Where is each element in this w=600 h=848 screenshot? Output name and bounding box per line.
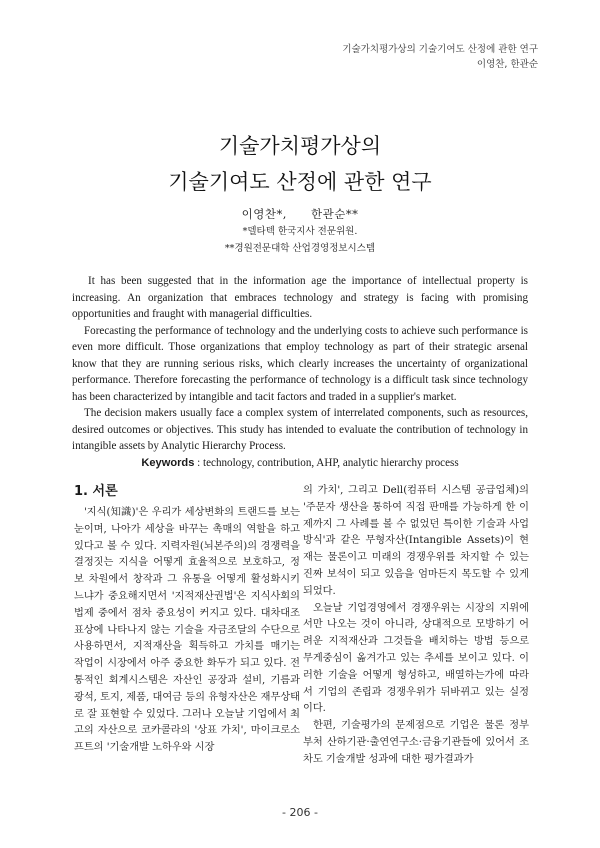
section-heading-introduction: 1. 서론 — [74, 484, 118, 499]
body-column-left — [74, 483, 300, 757]
body-paragraph-continued: 의 가치', 그리고 Dell(컴퓨터 시스템 공급업체)의 '주문자 생산을 통하여 직접 판매를 가능하게 한 이제까지 그 사례를 볼 수 없었던 특이한 기술과 사업 방식'과 같은 무형자산(Intangible Assets)이 현재는 물론이고 미래의 경쟁우위를 차지할 수 있는 진짜 보석이 되고 있음을 엄마든지 목도할 수 있게 되었다. — [303, 485, 529, 597]
keywords-label: Keywords — [141, 456, 195, 469]
abstract — [72, 273, 528, 471]
paper-title — [0, 128, 600, 200]
author-block — [0, 206, 600, 257]
page-number: - 206 - — [282, 806, 318, 819]
keywords — [72, 455, 528, 472]
keywords-text: : technology, contribution, AHP, analytic hierarchy process — [197, 456, 459, 469]
abstract-paragraph-2: Forecasting the performance of technology and the underlying costs to achieve such performance is even more difficult. Those organizations that employ technology as part of their strategic arsenal know that they are running serious risks, which clearly increases the uncertainty of organizational performance. Therefore forecasting the performance of technology is a difficult task since technology has been characterized by intangible and tacit factors and traded in a supplier's market. — [72, 324, 528, 403]
body-paragraph-1: '지식(知識)'은 우리가 세상변화의 트랜드를 보는 눈이며, 나아가 세상을 바꾸는 촉매의 역할을 하고 있다고 볼 수 있다. 지력자원(뇌본주의)의 경쟁력을 결정짓는 지식을 어떻게 효율적으로 보호하고, 정보 차원에서 창작과 그 유통을 어떻게 활성화시키느냐가 중요해지면서 '지적재산권법'은 지식사회의 법제 중에서 점차 중요성이 커지고 있다. 대차대조표상에 나타나지 않는 기술을 자금조달의 수단으로 사용하면서, 지적재산을 획득하고 가치를 매기는 작업이 시장에서 아주 중요한 화두가 되고 있다. 전통적인 회계시스템은 자산인 공장과 설비, 기름과 광석, 토지, 제품, 대여금 등의 유형자산은 재무상태로 잘 표현할 수 있었다. 그러나 오늘날 기업에서 최고의 자산으로 코카콜라의 '상표 가치', 마이크로소프트의 '기술개발 노하우와 시장 — [74, 507, 300, 754]
body-paragraph-2: 오늘날 기업경영에서 경쟁우위는 시장의 지위에서만 나오는 것이 아니라, 상대적으로 모방하기 어려운 지적재산과 그것들을 배치하는 방법 등으로 무게중심이 옮겨가고 있는 추세를 보이고 있다. 이러한 기술을 어떻게 형성하고, 배열하는가에 따라서 기업의 존립과 경쟁우위가 뒤바뀌고 있는 실정이다. — [303, 602, 529, 715]
body-paragraph-3: 한편, 기술평가의 문제점으로 기업은 물론 정부부처 산하기관·출연연구소·금융기관들에 있어서 조차도 기술개발 성과에 대한 평가결과가 — [303, 720, 529, 765]
author-1: 이영찬*, — [241, 207, 287, 221]
running-head-title: 기술가치평가상의 기술기여도 산정에 관한 연구 — [342, 44, 538, 55]
abstract-paragraph-3: The decision makers usually face a complex system of interrelated components, such as resources, desired outcomes or objectives. This study has intended to evaluate the contribution of technology in intangible assets by Analytic Hierarchy Process. — [72, 407, 528, 452]
paper-title-line-1: 기술가치평가상의 — [218, 134, 382, 158]
affiliation-2: **경원전문대학 산업경영정보시스템 — [224, 243, 376, 254]
author-2: 한관순** — [311, 207, 359, 221]
abstract-paragraph-1: It has been suggested that in the information age the importance of intellectual property is increasing. An organization that embraces technology and strategy is facing with promising opportunities and fraught with managerial difficulties. — [72, 275, 528, 320]
running-head — [342, 42, 538, 72]
affiliation-1: *델타텍 한국지사 전문위원. — [242, 226, 358, 237]
author-names — [0, 206, 600, 223]
running-head-authors: 이영찬, 한관순 — [476, 59, 538, 70]
body-column-right — [303, 483, 529, 769]
paper-title-line-2: 기술기여도 산정에 관한 연구 — [168, 170, 432, 194]
